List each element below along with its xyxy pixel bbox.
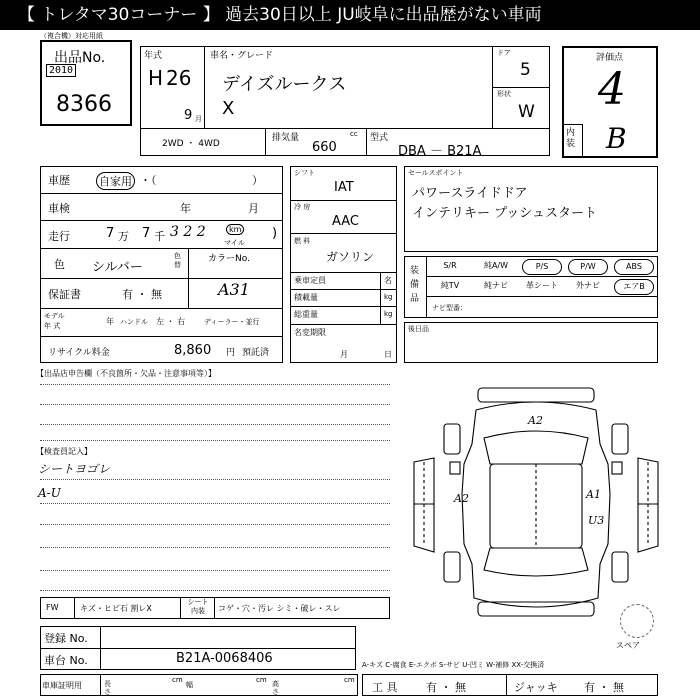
- inspection-label: 車検: [48, 202, 70, 215]
- mark-top: A2: [528, 414, 543, 427]
- equipment-label: 装 備 品: [410, 266, 420, 304]
- inspector-note-2: A-U: [38, 486, 61, 500]
- month-value: 9: [184, 108, 193, 123]
- wheel-front-right: [612, 424, 628, 454]
- interior-label: 内 装: [566, 128, 576, 149]
- mirror-right: [612, 462, 622, 474]
- inspector-label: 【検査員記入】: [36, 447, 92, 456]
- wheel-rear-left: [444, 552, 460, 582]
- wheel-rear-right: [612, 552, 628, 582]
- history-value: 自家用: [96, 172, 135, 190]
- tools-value: 有 ・ 無: [426, 681, 466, 694]
- history-label: 車歴: [48, 174, 70, 187]
- listing-number: 8366: [56, 92, 112, 117]
- score-label: 評価点: [596, 53, 624, 63]
- defect-fw: FW: [46, 603, 59, 612]
- equip-ps: P/S: [522, 259, 562, 275]
- registration-label: 登録 No.: [44, 632, 88, 645]
- weight-label: 総重量: [294, 310, 318, 319]
- ac-value: AAC: [332, 214, 359, 229]
- body-label: 形状: [497, 90, 511, 98]
- mileage-sen-unit: 千: [154, 230, 165, 243]
- selling-point-1: パワースライドドア: [412, 186, 528, 201]
- color-changed: 色替: [174, 252, 181, 269]
- month-unit: 月: [195, 115, 202, 123]
- year-label: 年式: [144, 51, 163, 61]
- warranty-value: 有 ・ 無: [122, 288, 162, 301]
- later-items-box: [404, 322, 658, 363]
- year-era: H: [148, 66, 164, 90]
- cert-cm-2: cm: [256, 676, 267, 684]
- mileage-close: ): [272, 226, 278, 241]
- seller-notes-label: 【出品店申告欄（不良箇所・欠品・注意事項等）】: [36, 369, 216, 378]
- warranty-label: 保証書: [48, 288, 81, 301]
- selling-points-label: セールスポイント: [408, 169, 464, 177]
- damage-legend: A-キズ C-腐食 E-エクボ S-サビ U-凹ミ W-補修 XX-交換済: [362, 661, 545, 669]
- equip-sr: S/R: [443, 261, 457, 270]
- interior-value: B: [606, 122, 627, 155]
- history-close: ）: [252, 174, 263, 187]
- chassis-value: B21A-0068406: [176, 651, 273, 666]
- defect-row-1: キズ・ヒビ石 割レX: [80, 604, 152, 613]
- shift-label: シフト: [294, 169, 315, 177]
- jack-label: ジャッキ: [514, 681, 558, 694]
- capacity-label: 乗車定員: [294, 276, 326, 285]
- equip-tv: 純TV: [440, 281, 460, 290]
- paper-note: （複合機）対応用紙: [40, 32, 103, 40]
- model-value: DBA － B21A: [398, 144, 482, 159]
- weight-unit: kg: [384, 310, 393, 318]
- change-day: 日: [384, 350, 392, 359]
- car-windshield: [484, 431, 588, 464]
- equip-abs: ABS: [614, 259, 654, 275]
- mileage-man: 7: [106, 226, 115, 241]
- mileage-unit-km: km: [226, 224, 244, 235]
- selling-point-2: インテリキー プッシュスタート: [412, 206, 597, 221]
- banner-title: 【 トレタマ30コーナー 】 過去30日以上 JU岐阜に出品歴がない車両: [0, 0, 700, 30]
- name-label: 車名・グレード: [210, 51, 274, 61]
- tools-label: 工 具: [372, 681, 398, 694]
- bumper-rear: [478, 602, 594, 616]
- dealer-label: ディーラー・並行: [204, 318, 260, 326]
- later-items-label: 後日品: [408, 325, 429, 333]
- recycle-status: 預託済: [242, 348, 270, 358]
- model-label: 型式: [370, 133, 389, 143]
- mileage-label: 走行: [48, 230, 70, 243]
- inspection-month: 月: [248, 202, 259, 215]
- score-value: 4: [598, 64, 626, 115]
- body-value: W: [518, 102, 535, 122]
- wheel-front-left: [444, 424, 460, 454]
- equip-pw: P/W: [568, 259, 608, 275]
- cert-cm-1: cm: [172, 676, 183, 684]
- color-value: シルバー: [92, 260, 143, 275]
- equip-leather: 革シート: [526, 281, 558, 290]
- listing-box: [40, 40, 132, 126]
- car-rear-glass: [484, 548, 588, 576]
- spare-tire-icon: [620, 604, 654, 638]
- doors-value: 5: [520, 60, 531, 80]
- defect-row-2: コゲ・穴・汚レ シミ・破レ・スレ: [218, 604, 341, 613]
- equip-navi: 純ナビ: [484, 281, 508, 290]
- garage-cert-box: [40, 674, 358, 696]
- displacement-value: 660: [312, 140, 337, 155]
- cert-cm-3: cm: [344, 676, 355, 684]
- doors-label: ドア: [497, 49, 511, 57]
- recycle-value: 8,860: [174, 343, 212, 358]
- recycle-label: リサイクル料金: [48, 348, 110, 358]
- info-table: [40, 166, 283, 363]
- load-label: 積載量: [294, 293, 318, 302]
- mileage-unit-mile: マイル: [224, 239, 245, 247]
- ac-label: 冷 房: [294, 203, 311, 211]
- fuel-value: ガソリン: [326, 250, 375, 264]
- mileage-rest: 3 2 2: [170, 224, 206, 240]
- mirror-left: [450, 462, 460, 474]
- vehicle-grade: X: [222, 98, 235, 119]
- history-rest: ・（: [140, 174, 157, 187]
- displacement-unit: cc: [350, 130, 358, 138]
- model-year-year: 年: [106, 317, 114, 326]
- bumper-front: [478, 388, 594, 402]
- model-year-label1: モデル: [44, 312, 65, 320]
- mileage-sen: 7: [142, 226, 151, 241]
- mark-left: A2: [454, 492, 469, 505]
- equip-airbag: エアB: [614, 279, 654, 295]
- listing-stamp: 2010: [46, 64, 76, 77]
- equip-ext-navi: 外ナビ: [576, 281, 600, 290]
- listing-label: 出品No.: [54, 50, 106, 66]
- fuel-label: 燃 料: [294, 237, 311, 245]
- jack-value: 有 ・ 無: [584, 681, 624, 694]
- inspection-year: 年: [180, 202, 191, 215]
- load-unit: kg: [384, 293, 393, 301]
- handle-label: ハンドル: [120, 318, 148, 326]
- recycle-unit: 円: [226, 348, 236, 358]
- equip-alloy: 純A/W: [483, 261, 509, 270]
- displacement-label: 排気量: [272, 133, 300, 143]
- inspector-note-1: シートヨゴレ: [38, 462, 111, 476]
- spare-label: スペア: [616, 641, 640, 650]
- mark-right-1: A1: [586, 488, 601, 501]
- handle-value: 左 ・ 右: [156, 317, 186, 326]
- shift-value: IAT: [334, 180, 354, 195]
- defect-seat-label: シート 内装: [187, 598, 209, 615]
- mileage-man-unit: 万: [118, 230, 129, 243]
- year-value: 26: [166, 66, 192, 90]
- navi-model-label: ナビ型番：: [432, 304, 467, 312]
- color-no-label: カラーNo.: [208, 254, 250, 264]
- cert-label: 車庫証明用: [42, 681, 82, 690]
- color-label: 色: [54, 258, 65, 271]
- vehicle-name: デイズルークス: [222, 74, 347, 95]
- cert-width: 幅: [186, 681, 193, 689]
- change-label: 名変期限: [294, 328, 326, 337]
- capacity-unit: 名: [384, 276, 392, 285]
- model-year-label2: 年 式: [44, 322, 61, 330]
- change-month: 月: [340, 350, 348, 359]
- cert-length: 長さ: [104, 680, 111, 696]
- mark-right-2: U3: [588, 514, 605, 527]
- chassis-label: 車台 No.: [44, 654, 88, 667]
- cert-height: 高さ: [272, 680, 279, 696]
- drive-options: 2WD ・ 4WD: [162, 139, 220, 149]
- color-no-value: A31: [218, 280, 250, 299]
